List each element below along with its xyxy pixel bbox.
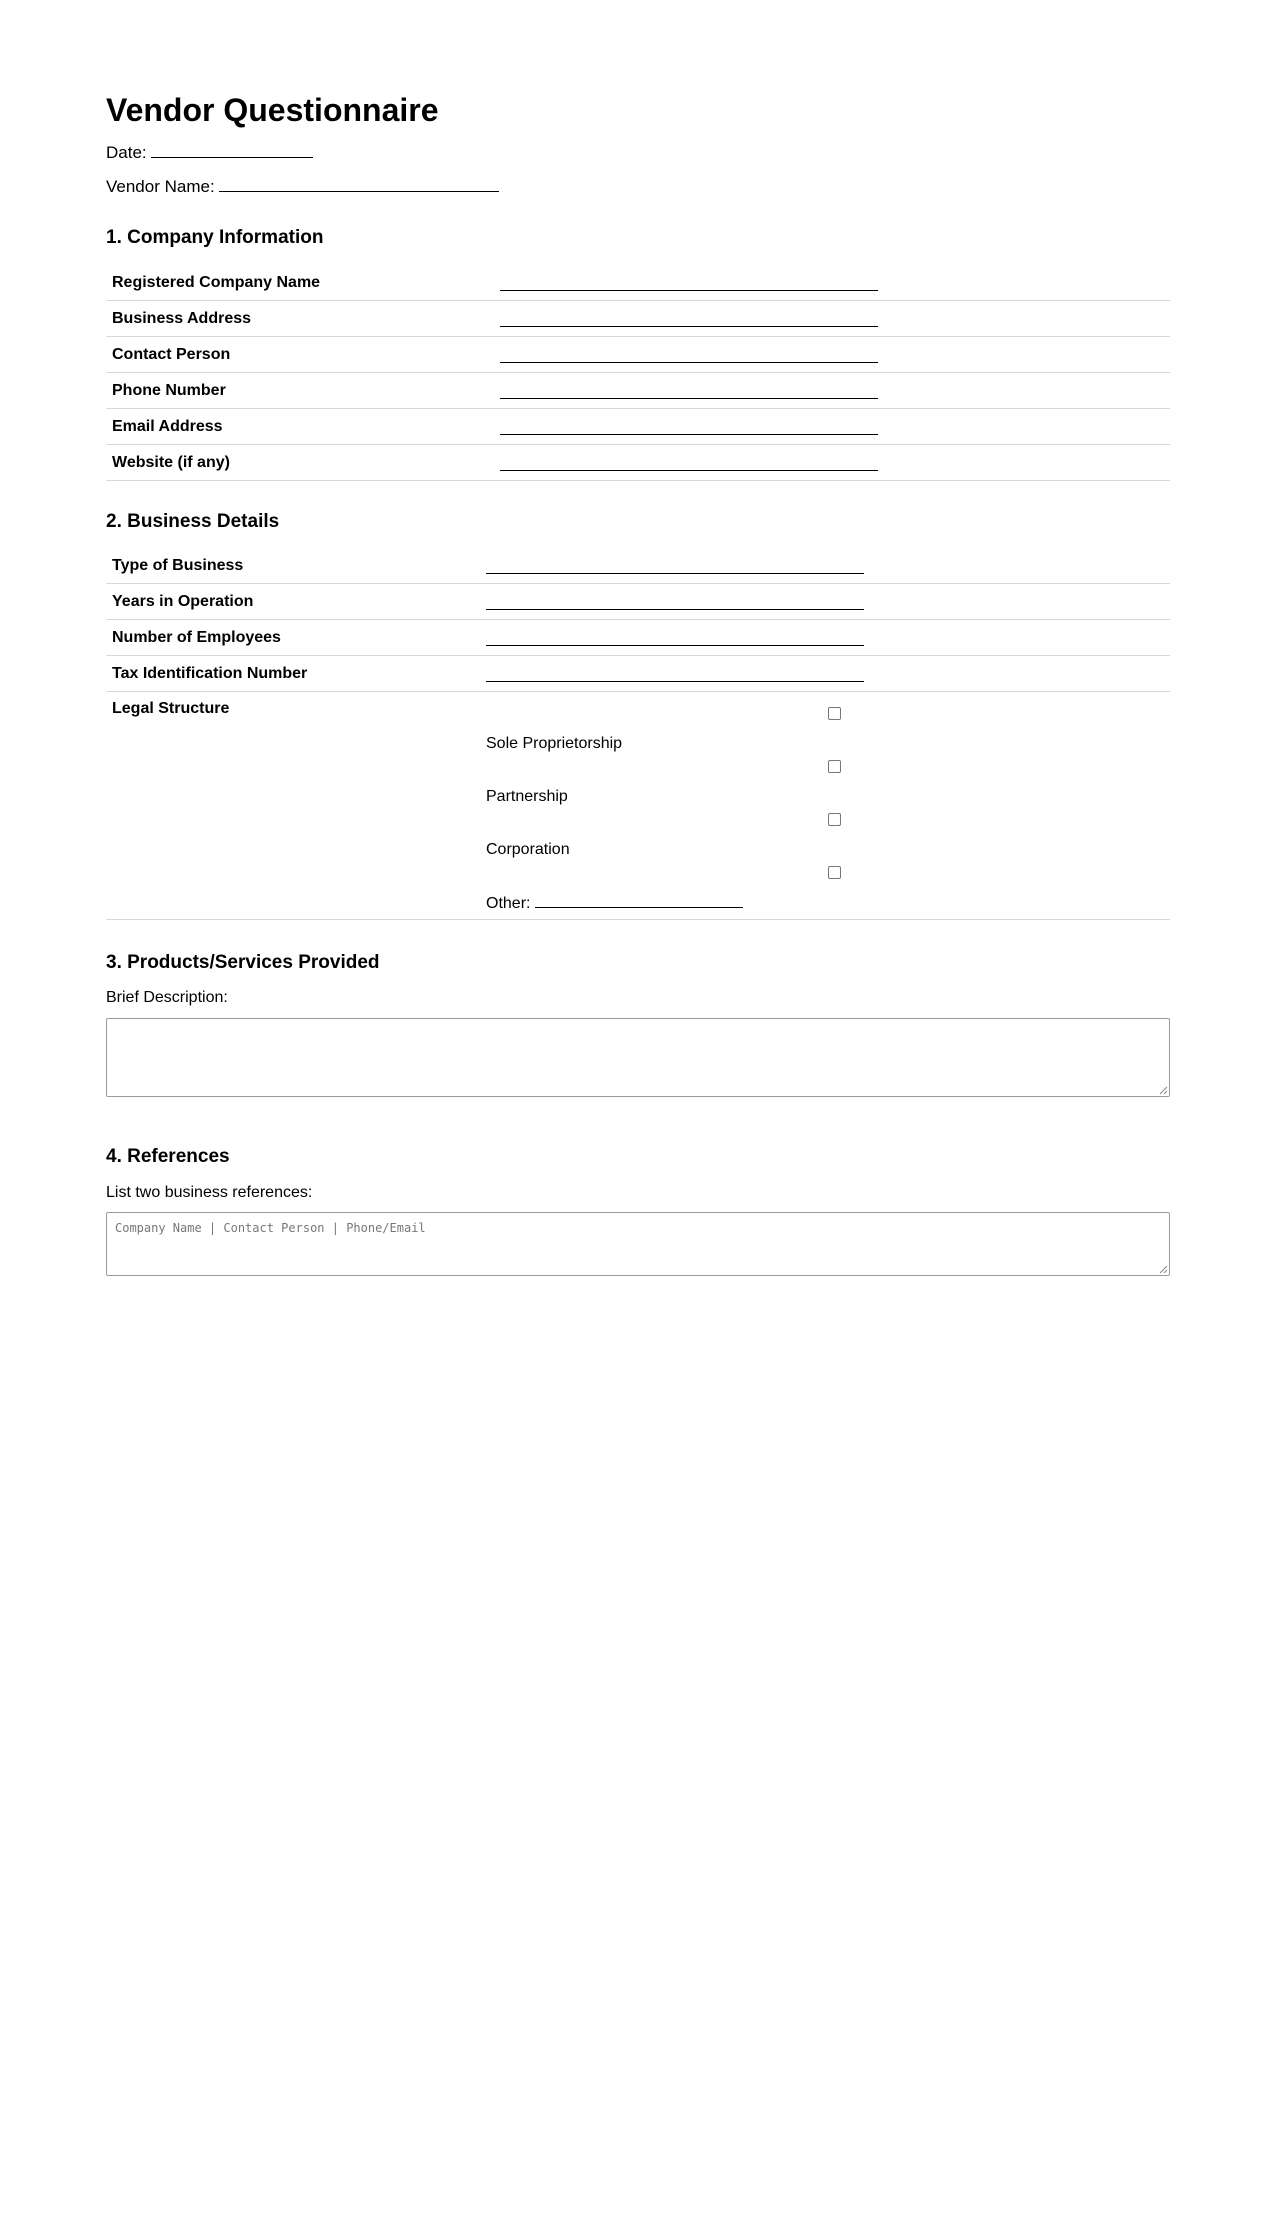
resize-grip-icon[interactable] — [1159, 1086, 1168, 1095]
field-row-registered-company-name — [106, 265, 1170, 301]
other-checkbox[interactable] — [828, 866, 841, 879]
section-heading-references: 4. References — [106, 1146, 230, 1167]
field-label: Business Address — [112, 310, 252, 327]
business-address-input-line[interactable] — [500, 326, 878, 327]
references-placeholder: Company Name | Contact Person | Phone/Email — [115, 1221, 426, 1235]
field-row-contact-person — [106, 337, 1170, 373]
references-label: List two business references: — [106, 1184, 313, 1201]
section-heading-business-details: 2. Business Details — [106, 511, 280, 532]
field-label: Number of Employees — [112, 629, 281, 646]
field-label: Contact Person — [112, 346, 231, 363]
brief-description-textarea[interactable] — [106, 1018, 1170, 1097]
references-textarea[interactable] — [106, 1212, 1170, 1276]
years-in-operation-input-line[interactable] — [486, 609, 864, 610]
other-input-line[interactable] — [535, 893, 743, 908]
field-row-website — [106, 445, 1170, 481]
field-row-business-address — [106, 301, 1170, 337]
type-of-business-input-line[interactable] — [486, 573, 864, 574]
partnership-label: Partnership — [486, 788, 568, 805]
legal-structure-label: Legal Structure — [112, 700, 230, 717]
other-option — [486, 893, 743, 914]
field-label: Website (if any) — [112, 454, 230, 471]
field-label: Registered Company Name — [112, 274, 321, 291]
contact-person-input-line[interactable] — [500, 362, 878, 363]
field-row-tax-identification-number — [106, 656, 1170, 692]
sole-proprietorship-checkbox[interactable] — [828, 707, 841, 720]
date-label: Date: — [106, 143, 147, 162]
corporation-checkbox[interactable] — [828, 813, 841, 826]
phone-number-input-line[interactable] — [500, 398, 878, 399]
other-label: Other: — [486, 895, 531, 912]
partnership-checkbox[interactable] — [828, 760, 841, 773]
sole-proprietorship-label: Sole Proprietorship — [486, 735, 623, 752]
section-heading-products-services: 3. Products/Services Provided — [106, 952, 380, 973]
date-input-line[interactable] — [151, 143, 313, 158]
vendor-name-label: Vendor Name: — [106, 177, 215, 196]
registered-company-name-input-line[interactable] — [500, 290, 878, 291]
vendor-name-row — [106, 176, 499, 198]
vendor-name-input-line[interactable] — [219, 177, 499, 192]
field-row-phone-number — [106, 373, 1170, 409]
page-title: Vendor Questionnaire — [106, 92, 439, 128]
field-row-number-of-employees — [106, 620, 1170, 656]
brief-description-label: Brief Description: — [106, 989, 228, 1006]
number-of-employees-input-line[interactable] — [486, 645, 864, 646]
website-input-line[interactable] — [500, 470, 878, 471]
field-label: Email Address — [112, 418, 223, 435]
field-label: Phone Number — [112, 382, 226, 399]
corporation-label: Corporation — [486, 841, 570, 858]
tax-identification-number-input-line[interactable] — [486, 681, 864, 682]
resize-grip-icon[interactable] — [1159, 1265, 1168, 1274]
field-label: Type of Business — [112, 557, 244, 574]
field-row-email-address — [106, 409, 1170, 445]
field-label: Tax Identification Number — [112, 665, 308, 682]
field-label: Years in Operation — [112, 593, 254, 610]
field-row-type-of-business — [106, 548, 1170, 584]
field-row-years-in-operation — [106, 584, 1170, 620]
date-row — [106, 142, 313, 164]
section-heading-company-information: 1. Company Information — [106, 227, 324, 248]
email-address-input-line[interactable] — [500, 434, 878, 435]
field-row-legal-structure — [106, 692, 1170, 920]
